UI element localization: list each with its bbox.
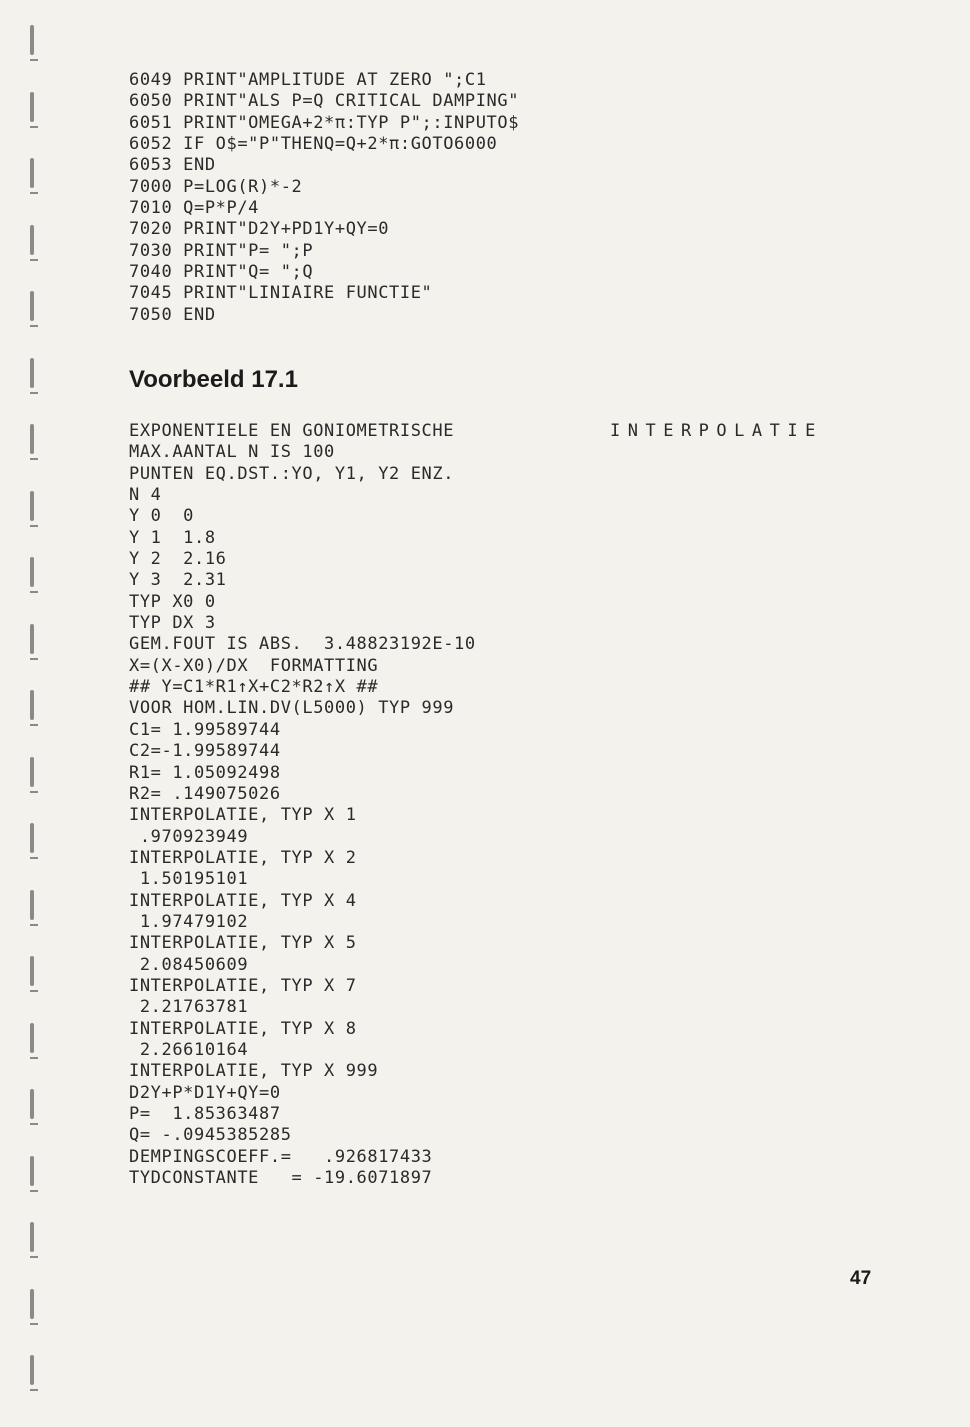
output-line: C1= 1.99589744 (129, 719, 281, 740)
binder-ring (30, 424, 34, 454)
binder-ring-tick (30, 392, 38, 394)
binder-ring-tick (30, 1389, 38, 1391)
output-line: 1.97479102 (129, 911, 249, 932)
output-line: D2Y+P*D1Y+QY=0 (129, 1082, 281, 1103)
basic-code-listing (129, 70, 519, 326)
output-line: N 4 (129, 485, 162, 506)
code-line: 6053 END (129, 155, 216, 176)
binder-ring-tick (30, 192, 38, 194)
output-line: INTERPOLATIE, TYP X 4 (129, 890, 357, 911)
binder-ring (30, 291, 34, 321)
code-line: 7040 PRINT"Q= ";Q (129, 262, 314, 283)
interpolatie-title: INTERPOLATIE (610, 421, 823, 441)
code-line: 7045 PRINT"LINIAIRE FUNCTIE" (129, 283, 433, 304)
binder-ring (30, 956, 34, 986)
binder-ring (30, 25, 34, 55)
binder-ring-tick (30, 924, 38, 926)
binder-ring-tick (30, 591, 38, 593)
output-line: INTERPOLATIE, TYP X 7 (129, 975, 357, 996)
output-line: VOOR HOM.LIN.DV(L5000) TYP 999 (129, 698, 455, 719)
output-line: C2=-1.99589744 (129, 741, 281, 762)
output-line: P= 1.85363487 (129, 1104, 281, 1124)
binder-ring (30, 1156, 34, 1186)
binder-ring (30, 225, 34, 255)
output-line: EXPONENTIELE EN GONIOMETRISCHE (129, 421, 455, 441)
ring-binding (0, 0, 56, 1427)
output-line: Y 2 2.16 (129, 549, 227, 570)
code-line: 7000 P=LOG(R)*-2 (129, 176, 303, 197)
binder-ring-tick (30, 857, 38, 859)
binder-ring-tick (30, 59, 38, 61)
binder-ring-tick (30, 525, 38, 527)
code-line: 6050 PRINT"ALS P=Q CRITICAL DAMPING" (129, 91, 520, 112)
output-line: INTERPOLATIE, TYP X 5 (129, 933, 357, 954)
binder-ring-tick (30, 126, 38, 128)
binder-ring-tick (30, 1123, 38, 1125)
output-line: 2.21763781 (129, 997, 249, 1018)
binder-ring (30, 823, 34, 853)
binder-ring (30, 358, 34, 388)
output-line: Q= -.0945385285 (129, 1125, 292, 1146)
code-line: 6051 PRINT"OMEGA+2*π:TYP P";:INPUTO$ (129, 112, 520, 133)
output-line: Y 1 1.8 (129, 527, 216, 548)
binder-ring (30, 890, 34, 920)
binder-ring (30, 757, 34, 787)
binder-ring-tick (30, 1190, 38, 1192)
program-output (129, 421, 476, 1189)
binder-ring-tick (30, 458, 38, 460)
output-line: 1.50195101 (129, 869, 249, 890)
binder-ring-tick (30, 1057, 38, 1059)
binder-ring-tick (30, 658, 38, 660)
code-line: 6049 PRINT"AMPLITUDE AT ZERO ";C1 (129, 70, 487, 90)
binder-ring (30, 690, 34, 720)
output-line: .970923949 (129, 826, 249, 847)
output-line: INTERPOLATIE, TYP X 8 (129, 1018, 357, 1039)
output-line: X=(X-X0)/DX FORMATTING (129, 655, 379, 676)
output-line: TYP X0 0 (129, 591, 216, 612)
binder-ring-tick (30, 791, 38, 793)
binder-ring (30, 1355, 34, 1385)
output-line: R2= .149075026 (129, 783, 281, 804)
binder-ring (30, 624, 34, 654)
output-line: ## Y=C1*R1↑X+C2*R2↑X ## (129, 677, 379, 698)
binder-ring (30, 1089, 34, 1119)
binder-ring (30, 557, 34, 587)
output-line: INTERPOLATIE, TYP X 2 (129, 847, 357, 868)
output-line: Y 0 0 (129, 506, 195, 527)
binder-ring-tick (30, 990, 38, 992)
output-line: PUNTEN EQ.DST.:YO, Y1, Y2 ENZ. (129, 463, 455, 484)
output-line: R1= 1.05092498 (129, 762, 281, 783)
output-line: 2.08450609 (129, 954, 249, 975)
output-line: 2.26610164 (129, 1039, 249, 1060)
binder-ring (30, 1289, 34, 1319)
output-line: GEM.FOUT IS ABS. 3.48823192E-10 (129, 634, 476, 655)
output-line: TYDCONSTANTE = -19.6071897 (129, 1168, 433, 1189)
binder-ring-tick (30, 325, 38, 327)
binder-ring-tick (30, 724, 38, 726)
code-line: 7030 PRINT"P= ";P (129, 240, 314, 261)
binder-ring (30, 158, 34, 188)
output-line: INTERPOLATIE, TYP X 1 (129, 805, 357, 826)
output-line: MAX.AANTAL N IS 100 (129, 442, 335, 463)
binder-ring (30, 92, 34, 122)
output-line: Y 3 2.31 (129, 570, 227, 591)
output-line: DEMPINGSCOEFF.= .926817433 (129, 1146, 433, 1167)
binder-ring (30, 1222, 34, 1252)
binder-ring (30, 1023, 34, 1053)
page-number: 47 (850, 1268, 872, 1289)
binder-ring-tick (30, 1323, 38, 1325)
code-line: 6052 IF O$="P"THENQ=Q+2*π:GOTO6000 (129, 134, 498, 155)
code-line: 7020 PRINT"D2Y+PD1Y+QY=0 (129, 219, 390, 240)
binder-ring-tick (30, 259, 38, 261)
section-heading: Voorbeeld 17.1 (129, 366, 298, 393)
binder-ring-tick (30, 1256, 38, 1258)
code-line: 7050 END (129, 304, 216, 325)
code-line: 7010 Q=P*P/4 (129, 198, 260, 219)
output-line: INTERPOLATIE, TYP X 999 (129, 1061, 379, 1082)
output-line: TYP DX 3 (129, 613, 216, 634)
binder-ring (30, 491, 34, 521)
